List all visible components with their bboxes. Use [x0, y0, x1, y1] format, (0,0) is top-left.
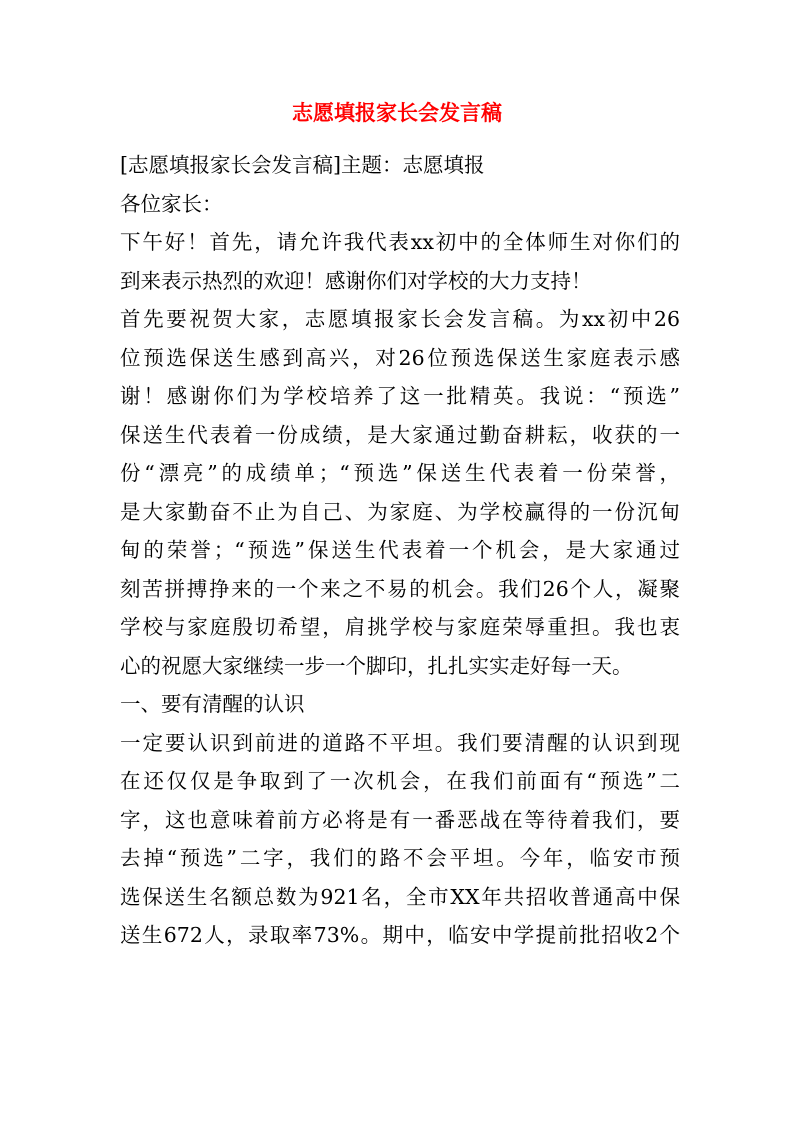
text-line: 在还仅仅是争取到了一次机会，在我们前面有“预选”二	[120, 769, 680, 793]
text-line: 位预选保送生感到高兴，对26位预选保送生家庭表示感	[120, 345, 680, 370]
text-line: 一、要有清醒的认识	[120, 692, 305, 716]
text-line: 心的祝愿大家继续一步一个脚印，扎扎实实走好每一天。	[120, 653, 633, 678]
text-line: [志愿填报家长会发言稿]主题：志愿填报	[120, 153, 485, 177]
text-line: 一定要认识到前进的道路不平坦。我们要清醒的认识到现	[120, 730, 680, 755]
text-line: 谢！感谢你们为学校培养了这一批精英。我说：“预选”	[120, 384, 680, 408]
text-line: 是大家勤奋不止为自己、为家庭、为学校赢得的一份沉甸	[120, 499, 680, 524]
text-line: 到来表示热烈的欢迎！感谢你们对学校的大力支持！	[120, 268, 592, 293]
text-line: 送生672人，录取率73%。期中，临安中学提前批招收2个	[120, 923, 680, 947]
text-line: 保送生代表着一份成绩，是大家通过勤奋耕耘，收获的一	[120, 422, 680, 447]
text-line: 下午好！首先，请允许我代表xx初中的全体师生对你们的	[120, 230, 680, 254]
text-line: 去掉“预选”二字，我们的路不会平坦。今年，临安市预	[120, 846, 680, 870]
text-line: 各位家长：	[120, 191, 223, 216]
text-line: 甸的荣誉；“预选”保送生代表着一个机会，是大家通过	[120, 538, 680, 562]
text-line: 学校与家庭殷切希望，肩挑学校与家庭荣辱重担。我也衷	[120, 615, 680, 639]
document-title: 志愿填报家长会发言稿	[292, 100, 502, 125]
text-line: 字，这也意味着前方必将是有一番恶战在等待着我们，要	[120, 807, 680, 832]
text-line: 刻苦拼搏挣来的一个来之不易的机会。我们26个人，凝聚	[120, 576, 680, 601]
text-line: 份“漂亮”的成绩单；“预选”保送生代表着一份荣誉，	[120, 461, 680, 485]
text-line: 选保送生名额总数为921名，全市XX年共招收普通高中保	[120, 884, 680, 909]
document-body	[120, 146, 680, 955]
text-line: 首先要祝贺大家，志愿填报家长会发言稿。为xx初中26	[120, 307, 680, 331]
